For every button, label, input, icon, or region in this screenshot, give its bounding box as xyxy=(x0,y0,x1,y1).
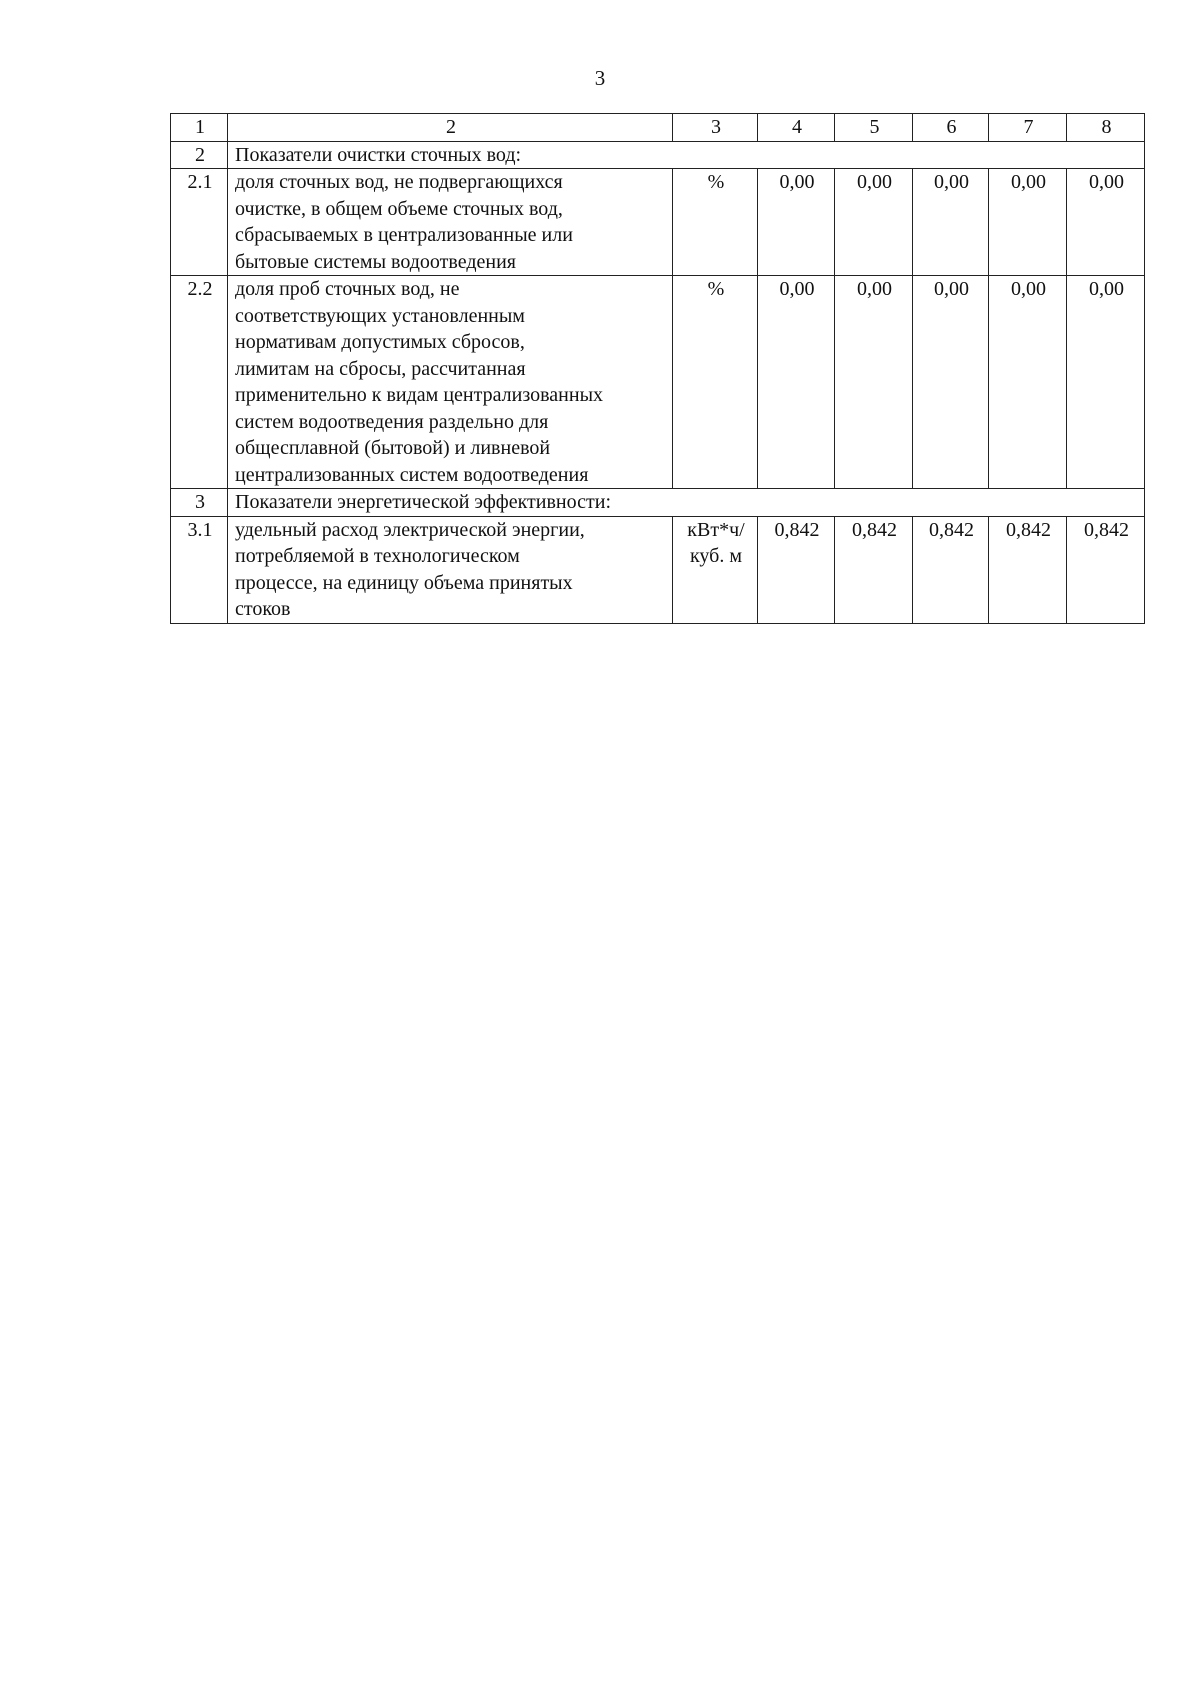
header-cell: 2 xyxy=(228,114,673,142)
value-cell: 0,00 xyxy=(989,169,1067,276)
indicator-description xyxy=(228,276,673,489)
section-title: Показатели очистки сточных вод: xyxy=(228,141,1145,169)
section-row xyxy=(171,489,1145,517)
description-line: очистке, в общем объеме сточных вод, xyxy=(235,197,563,220)
table-row xyxy=(171,169,1145,276)
header-cell: 6 xyxy=(913,114,989,142)
header-cell: 8 xyxy=(1067,114,1145,142)
description-line: доля проб сточных вод, не xyxy=(235,278,460,300)
value-cell: 0,842 xyxy=(1067,516,1145,623)
value-cell: 0,842 xyxy=(989,516,1067,623)
description-line: общесплавной (бытовой) и ливневой xyxy=(235,437,551,459)
header-row xyxy=(171,114,1145,142)
row-number: 2.1 xyxy=(171,169,228,276)
header-cell: 7 xyxy=(989,114,1067,142)
value-cell: 0,00 xyxy=(835,276,913,489)
value-cell: 0,00 xyxy=(758,276,835,489)
unit-line: % xyxy=(707,278,725,300)
description-line: систем водоотведения раздельно для xyxy=(235,410,549,433)
description-line: удельный расход электрической энергии, xyxy=(235,518,585,541)
value-cell: 0,842 xyxy=(913,516,989,623)
value-cell: 0,842 xyxy=(835,516,913,623)
value-cell: 0,00 xyxy=(835,169,913,276)
table-row xyxy=(171,276,1145,489)
row-number: 3 xyxy=(171,489,228,517)
indicator-description xyxy=(228,169,673,276)
value-cell: 0,00 xyxy=(1067,276,1145,489)
header-cell: 4 xyxy=(758,114,835,142)
value-cell: 0,00 xyxy=(1067,169,1145,276)
description-line: нормативам допустимых сбросов, xyxy=(235,331,525,353)
header-cell: 5 xyxy=(835,114,913,142)
unit-line: % xyxy=(707,171,725,193)
value-cell: 0,00 xyxy=(913,169,989,276)
header-cell: 1 xyxy=(171,114,228,142)
unit-line: куб. м xyxy=(689,545,742,567)
unit-cell xyxy=(673,276,758,489)
description-line: соответствующих установленным xyxy=(235,304,525,327)
value-cell: 0,842 xyxy=(758,516,835,623)
description-line: стоков xyxy=(235,598,291,620)
description-line: процессе, на единицу объема принятых xyxy=(235,571,573,594)
description-line: лимитам на сбросы, рассчитанная xyxy=(235,357,526,380)
description-line: потребляемой в технологическом xyxy=(235,545,520,567)
description-line: бытовые системы водоотведения xyxy=(235,250,516,273)
value-cell: 0,00 xyxy=(989,276,1067,489)
value-cell: 0,00 xyxy=(913,276,989,489)
header-cell: 3 xyxy=(673,114,758,142)
unit-cell xyxy=(673,169,758,276)
indicators-table xyxy=(170,113,1145,624)
unit-line: кВт*ч/ xyxy=(687,518,745,541)
page-number: 3 xyxy=(594,66,606,90)
row-number: 2 xyxy=(171,141,228,169)
description-line: сбрасываемых в централизованные или xyxy=(235,224,573,246)
description-line: централизованных систем водоотведения xyxy=(235,463,589,486)
value-cell: 0,00 xyxy=(758,169,835,276)
row-number: 2.2 xyxy=(171,276,228,489)
section-row xyxy=(171,141,1145,169)
row-number: 3.1 xyxy=(171,516,228,623)
description-line: применительно к видам централизованных xyxy=(235,384,604,406)
section-title: Показатели энергетической эффективности: xyxy=(228,489,1145,517)
indicator-description xyxy=(228,516,673,623)
table-row xyxy=(171,516,1145,623)
description-line: доля сточных вод, не подвергающихся xyxy=(235,171,563,193)
unit-cell xyxy=(673,516,758,623)
table-body xyxy=(171,114,1145,624)
